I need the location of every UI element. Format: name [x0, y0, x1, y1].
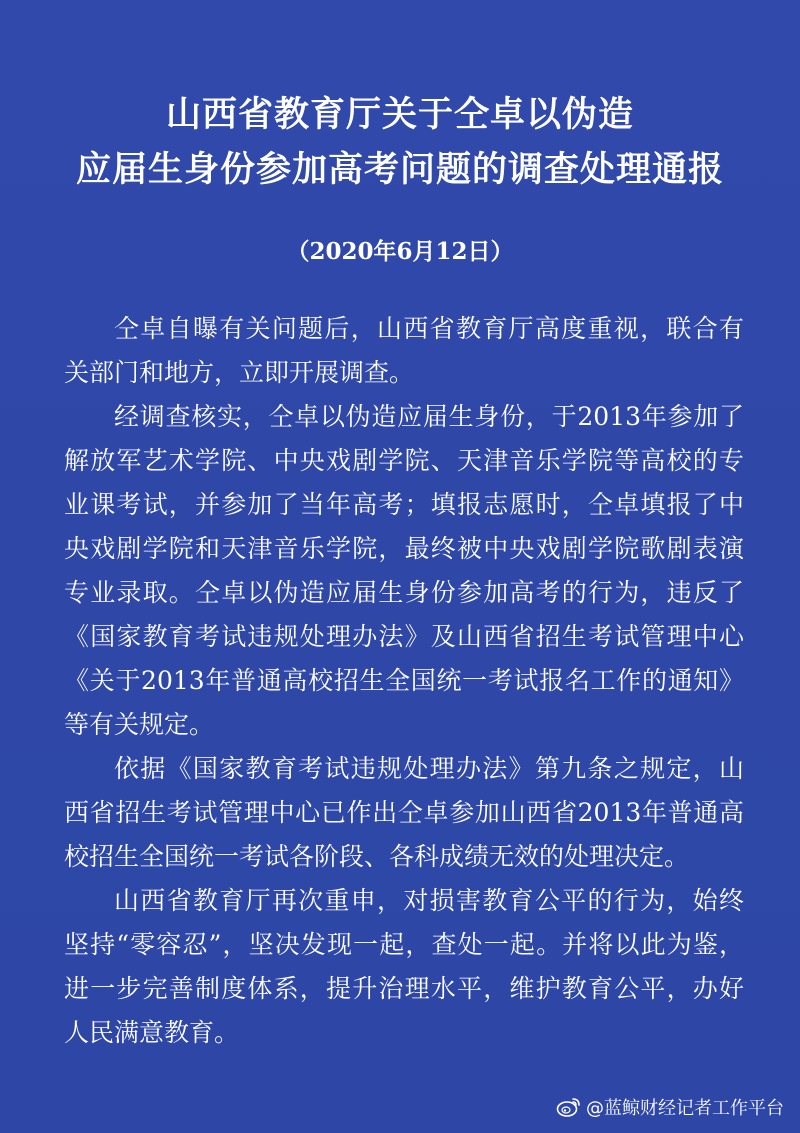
paragraph-2-line-5: 专业录取。仝卓以伪造应届生身份参加高考的行为，违反了 [64, 578, 744, 607]
weibo-icon [556, 1096, 582, 1118]
paragraph-4-line-4: 人民满意教育。 [64, 1018, 240, 1047]
paragraph-4-line-3: 进一步完善制度体系，提升治理水平，维护教育公平，办好 [64, 974, 744, 1003]
paragraph-2-line-6: 《国家教育考试违规处理办法》及山西省招生考试管理中心 [64, 622, 744, 651]
paragraph-2-line-2: 解放军艺术学院、中央戏剧学院、天津音乐学院等高校的专 [64, 446, 744, 475]
paragraph-2-line-4: 央戏剧学院和天津音乐学院，最终被中央戏剧学院歌剧表演 [64, 534, 744, 563]
paragraph-2-line-1: 经调查核实，仝卓以伪造应届生身份，于2013年参加了 [114, 402, 744, 431]
watermark-text: @蓝鲸财经记者工作平台 [586, 1098, 784, 1119]
paragraph-2-line-7: 《关于2013年普通高校招生全国统一考试报名工作的通知》 [64, 666, 744, 695]
paragraph-4-line-1: 山西省教育厅再次重申，对损害教育公平的行为，始终 [114, 886, 744, 915]
watermark-footer [556, 1094, 784, 1120]
paragraph-4-line-2: 坚持“零容忍”，坚决发现一起，查处一起。并将以此为鉴， [64, 930, 744, 959]
paragraph-3-line-3: 校招生全国统一考试各阶段、各科成绩无效的处理决定。 [64, 842, 690, 871]
paragraph-2-line-8: 等有关规定。 [64, 710, 215, 739]
paragraph-3-line-2: 西省招生考试管理中心已作出仝卓参加山西省2013年普通高 [64, 798, 744, 827]
paragraph-1-line-2: 关部门和地方，立即开展调查。 [64, 358, 415, 387]
paragraph-1-line-1: 仝卓自曝有关问题后，山西省教育厅高度重视，联合有 [114, 314, 744, 343]
notice-title-line-1: 山西省教育厅关于仝卓以伪造 [165, 95, 634, 135]
notice-date: （2020年6月12日） [286, 238, 514, 265]
notice-title-line-2: 应届生身份参加高考问题的调查处理通报 [75, 150, 724, 190]
paragraph-3-line-1: 依据《国家教育考试违规处理办法》第九条之规定，山 [114, 754, 744, 783]
paragraph-2-line-3: 业课考试，并参加了当年高考；填报志愿时，仝卓填报了中 [64, 490, 744, 519]
